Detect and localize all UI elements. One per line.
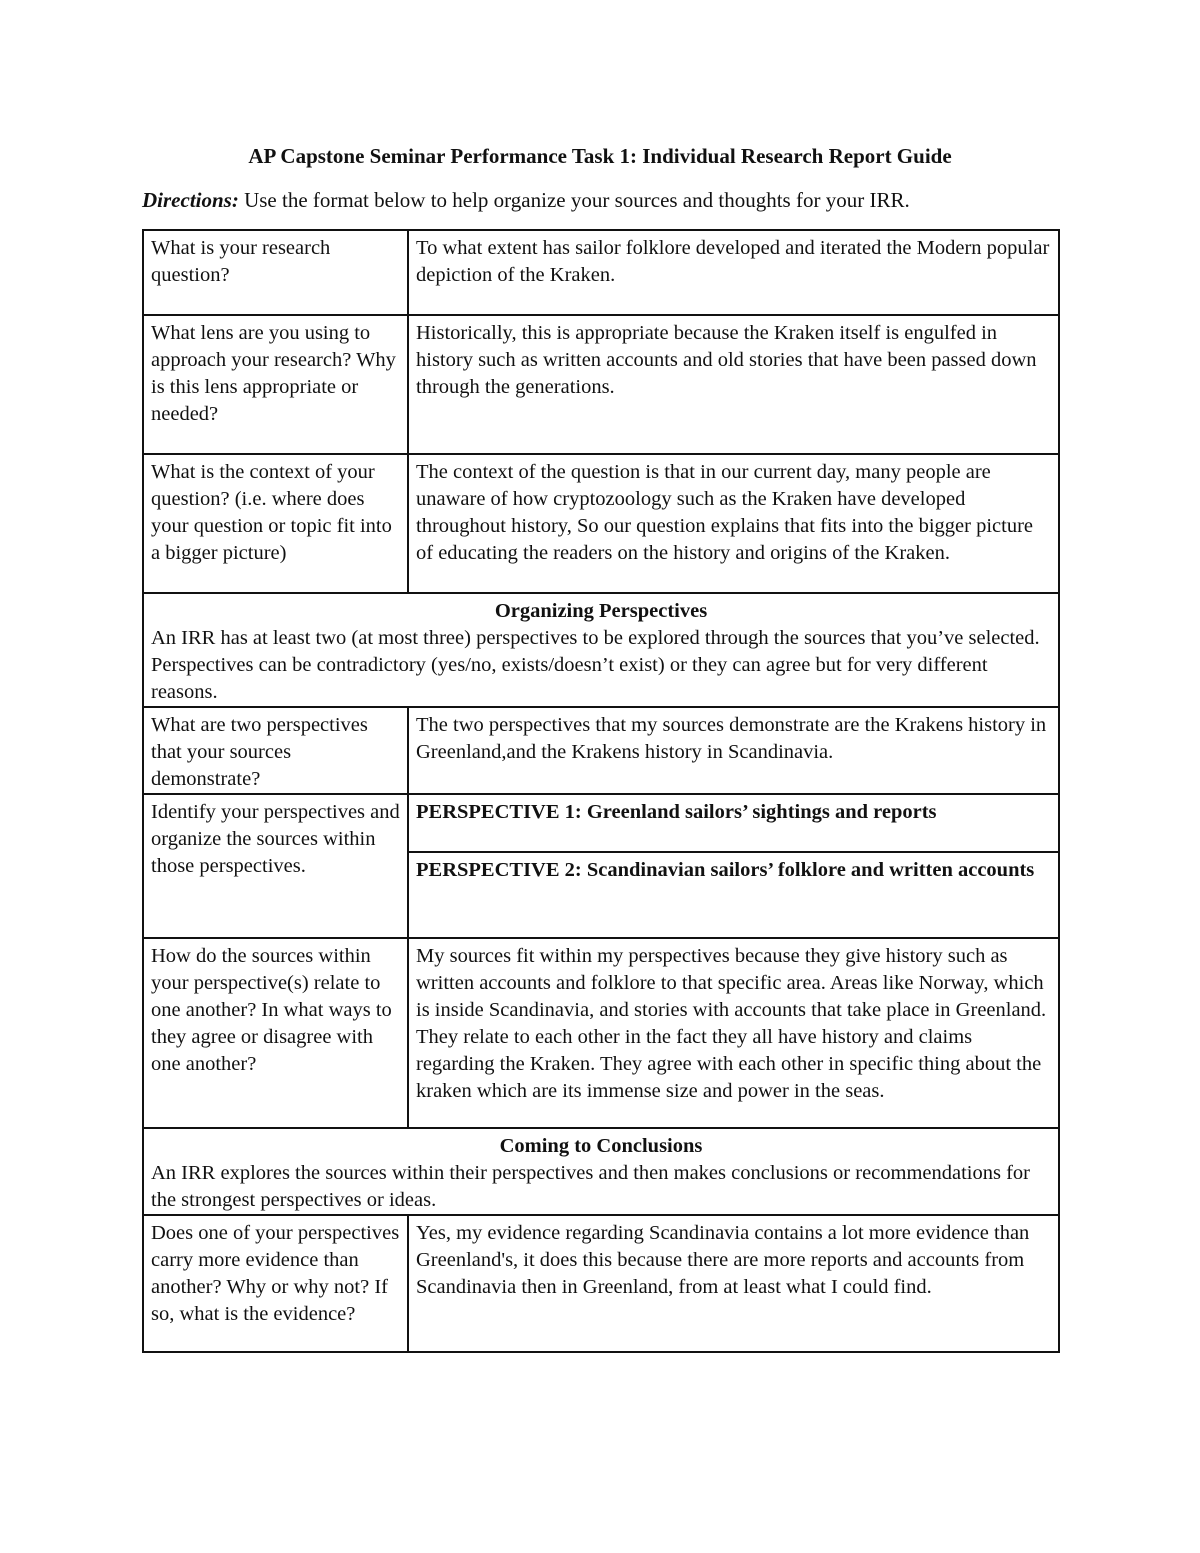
guide-table — [142, 229, 1060, 1353]
directions — [142, 186, 910, 214]
coming-to-conclusions-text: An IRR explores the sources within their perspectives and then makes conclusions or recommendations for the strongest perspectives or ideas. — [151, 1162, 1030, 1211]
directions-text: Use the format below to help organize your sources and thoughts for your IRR. — [238, 188, 910, 212]
two-perspectives-prompt: What are two perspectives that your sources demonstrate? — [143, 707, 408, 794]
organizing-perspectives-cell — [143, 593, 1059, 707]
relate-answer: My sources fit within my perspectives because they give history such as written accounts and folklore to that specific area. Areas like Norway, which is inside Scandinavia, and stories with accounts that take place in Greenland. They relate to each other in the fact they all have history and claims regarding the Kraken. They agree with each other in specific thing about the kraken which are its immense size and power in the seas. — [408, 938, 1059, 1128]
research-question-answer: To what extent has sailor folklore developed and iterated the Modern popular depiction of the Kraken. — [408, 230, 1059, 315]
table-row-research-question — [143, 230, 1059, 315]
table-row-two-perspectives — [143, 707, 1059, 794]
identify-perspectives-prompt: Identify your perspectives and organize the sources within those perspectives. — [143, 794, 408, 938]
context-prompt: What is the context of your question? (i.e. where does your question or topic fit into a bigger picture) — [143, 454, 408, 593]
lens-prompt: What lens are you using to approach your research? Why is this lens appropriate or needed? — [143, 315, 408, 454]
relate-prompt: How do the sources within your perspective(s) relate to one another? In what ways to they agree or disagree with one another? — [143, 938, 408, 1128]
coming-to-conclusions-cell — [143, 1128, 1059, 1215]
table-row-organizing-perspectives — [143, 593, 1059, 707]
context-answer: The context of the question is that in our current day, many people are unaware of how cryptozoology such as the Kraken have developed throughout history, So our question explains that fits into the bigger picture of educating the readers on the history and origins of the Kraken. — [408, 454, 1059, 593]
organizing-perspectives-text: An IRR has at least two (at most three) perspectives to be explored through the sources that you’ve selected. Perspectives can be contradictory (yes/no, exists/doesn’t exist) or they can agree but for very different reasons. — [151, 627, 1040, 703]
evidence-answer: Yes, my evidence regarding Scandinavia contains a lot more evidence than Greenland's, it does this because there are more reports and accounts from Scandinavia then in Greenland, from at least what I could find. — [408, 1215, 1059, 1352]
research-question-prompt: What is your research question? — [143, 230, 408, 315]
table-row-relate — [143, 938, 1059, 1128]
table-row-evidence — [143, 1215, 1059, 1352]
evidence-prompt: Does one of your perspectives carry more evidence than another? Why or why not? If so, what is the evidence? — [143, 1215, 408, 1352]
table-row-coming-to-conclusions — [143, 1128, 1059, 1215]
organizing-perspectives-heading: Organizing Perspectives — [494, 600, 708, 622]
table-row-lens — [143, 315, 1059, 454]
directions-label: Directions: — [142, 188, 239, 212]
perspective-2-label: PERSPECTIVE 2: Scandinavian sailors’ folklore and written accounts — [408, 852, 1059, 938]
page-title: AP Capstone Seminar Performance Task 1: Individual Research Report Guide — [248, 144, 952, 168]
lens-answer: Historically, this is appropriate because the Kraken itself is engulfed in history such as written accounts and old stories that have been passed down through the generations. — [408, 315, 1059, 454]
table-row-context — [143, 454, 1059, 593]
table-row-perspective-1 — [143, 794, 1059, 852]
coming-to-conclusions-heading: Coming to Conclusions — [499, 1135, 703, 1157]
perspective-1-label: PERSPECTIVE 1: Greenland sailors’ sightings and reports — [408, 794, 1059, 852]
two-perspectives-answer: The two perspectives that my sources demonstrate are the Krakens history in Greenland,and the Krakens history in Scandinavia. — [408, 707, 1059, 794]
